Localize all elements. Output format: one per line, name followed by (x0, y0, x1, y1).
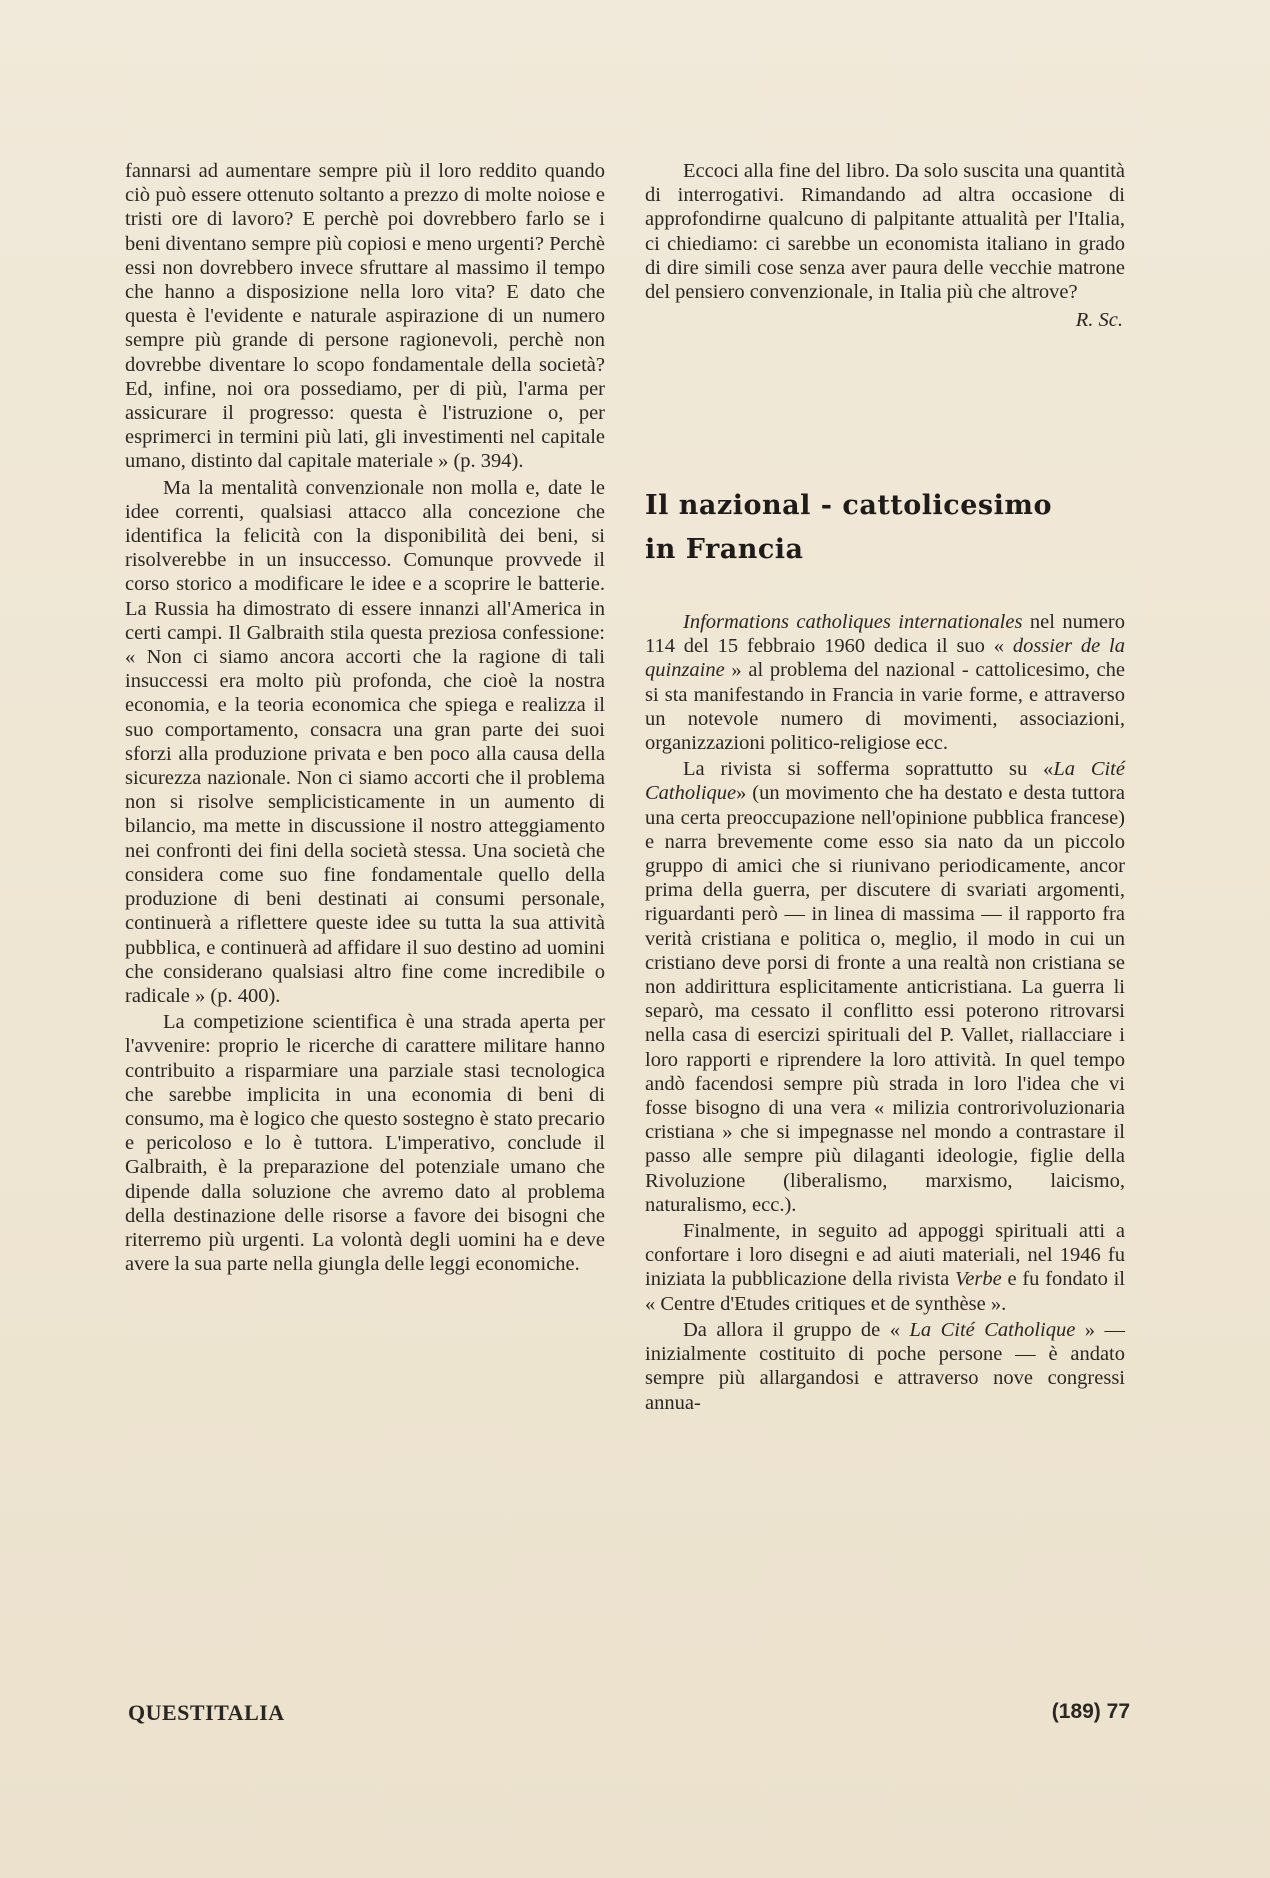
left-paragraph-1: fannarsi ad aumentare sempre più il loro reddito quando ciò può essere ottenuto soltanto a prezzo di molte noiose e tristi ore di lavoro? E perchè poi dovrebbero farlo se i beni diventano sempre più copiosi e meno urgenti? Perchè essi non dovrebbero invece sfruttare al massimo il tempo che hanno a disposizione nella loro vita? E dato che questa è l'evidente e naturale aspirazione di un numero sempre più grande di persone ragionevoli, perchè non dovrebbe diventare lo scopo fondamentale della società? Ed, infine, noi ora possediamo, per di più, l'arma per assicurare il progresso: questa è l'istruzione o, per esprimerci in termini più lati, gli investimenti nel capitale umano, distinto dal capitale materiale » (p. 394). (125, 160, 605, 473)
signature: R. Sc. (1075, 309, 1123, 332)
review-name: Verbe (955, 1268, 1002, 1291)
headline-line-1: Il nazional - cattolicesimo (645, 490, 1052, 521)
right-paragraph-4 (645, 1219, 1125, 1316)
text-run: nel numero 114 del 15 febbraio 1960 dedica il suo « (645, 611, 1125, 658)
article-headline (645, 484, 1125, 572)
text-run: e fu fondato il « Centre d'Etudes critiques et de synthèse ». (645, 1268, 1125, 1315)
journal-title: Informations catholiques internationales (683, 611, 1023, 633)
right-column-article (645, 610, 1125, 1415)
headline-line-2: in Francia (645, 534, 804, 565)
text-run: Finalmente, in seguito ad appoggi spirituali atti a confortare i loro disegni e ad aiuti materiali, nel 1946 fu iniziata la pubblicazione della rivista (645, 1220, 1125, 1291)
text-run: » — inizialmente costituito di poche persone — è andato sempre più allargandosi e attraverso nove congressi annua- (645, 1318, 1125, 1414)
right-paragraph-2 (645, 610, 1125, 755)
right-paragraph-3 (645, 757, 1125, 1217)
left-paragraph-2: Ma la mentalità convenzionale non molla e, date le idee correnti, qualsiasi attacco alla concezione che identifica la felicità con la disponibilità dei beni, si risolverebbe in un insuccesso. Comunque provvede il corso storico a modificare le idee e a scoprire le batterie. La Russia ha dimostrato di essere innanzi all'America in certi campi. Il Galbraith stila questa preziosa confessione: « Non ci siamo ancora accorti che la ragione di tali insuccessi era molto più profonda, che cioè la nostra economia, e la teoria economica che spiega e realizza il suo comportamento, consacra una gran parte dei suoi sforzi alla produzione privata e ben poco alla causa della sicurezza nazionale. Non ci siamo accorti che il problema non si risolve semplicisticamente in un aumento di bilancio, ma mette in discussione il nostro atteggiamento nei confronti dei fini della società stessa. Una società che considera come suo fine fondamentale quello della produzione di beni destinati ai consumi personale, continuerà a riflettere queste idee su tutta la sua attività pubblica, e continuerà ad affidare il suo destino ad uomini che considerano qualsiasi altro fine come incredibile o radicale » (p. 400). (125, 476, 605, 1007)
magazine-name: QUESTITALIA (128, 1700, 285, 1725)
right-paragraph-5 (645, 1318, 1125, 1415)
right-column-top (645, 159, 1125, 332)
movement-name: La Cité Catholique (645, 758, 1125, 805)
text-run: » al problema del nazional - cattolicesimo, che si sta manifestando in Francia in varie forme, e attraverso un notevole numero di movimenti, associazioni, organizzazioni politico-religiose ecc. (645, 659, 1125, 755)
left-paragraph-3: La competizione scientifica è una strada aperta per l'avvenire: proprio le ricerche di carattere militare hanno contribuito a risparmiare una parziale stasi tecnologica che sarebbe implicita in una economia di beni di consumo, ma è logico che questo sostegno è stato precario e pericoloso e lo è tuttora. L'imperativo, conclude il Galbraith, è la preparazione del potenziale umano che dipende dalla soluzione che avremo dato al problema della destinazione delle risorse a favore dei bisogni che riterremo più urgenti. La volontà degli uomini ha e deve avere la sua parte nella giungla delle leggi economiche. (125, 1011, 605, 1276)
left-column (125, 159, 605, 1276)
dossier-title: dossier de la quinzaine (645, 635, 1125, 682)
text-run: Da allora il gruppo de « (683, 1318, 910, 1341)
right-paragraph-1: Eccoci alla fine del libro. Da solo suscita una quantità di interrogativi. Rimandando ad altra occasione di approfondirne qualcuno di palpitante attualità per l'Italia, ci chiediamo: ci sarebbe un economista italiano in grado di dire simili cose senza aver paura delle vecchie matrone del pensiero convenzionale, in Italia più che altrove? (645, 160, 1125, 304)
movement-name: La Cité Catholique (909, 1318, 1076, 1341)
text-run: » (un movimento che ha destato e desta tuttora una certa preoccupazione nell'opinione pubblica francese) e narra brevemente come esso sia nato da un piccolo gruppo di amici che si riunivano periodicamente, ancor prima della guerra, per discutere di svariati argomenti, riguardanti però — in linea di massima — il rapporto fra verità cristiana e politica o, meglio, il modo in cui un cristiano deve porsi di fronte a una realtà non cristiana se non addirittura esplicitamente anticristiana. La guerra li separò, ma cessato il conflitto essi poterono ritrovarsi nella casa di esercizi spirituali del P. Vallet, riallacciare i loro rapporti e riprendere la loro attività. In quel tempo andò facendosi sempre più strada in loro l'idea che vi fosse bisogno di una vera « milizia controrivoluzionaria cristiana » che si impegnasse nel mondo a contrastare il passo alle sempre più dilaganti ideologie, figlie della Rivoluzione (liberalismo, marxismo, laicismo, naturalismo, ecc.). (645, 782, 1125, 1216)
text-run: La rivista si sofferma soprattutto su « (683, 758, 1054, 781)
page-number: (189) 77 (1051, 1700, 1130, 1723)
